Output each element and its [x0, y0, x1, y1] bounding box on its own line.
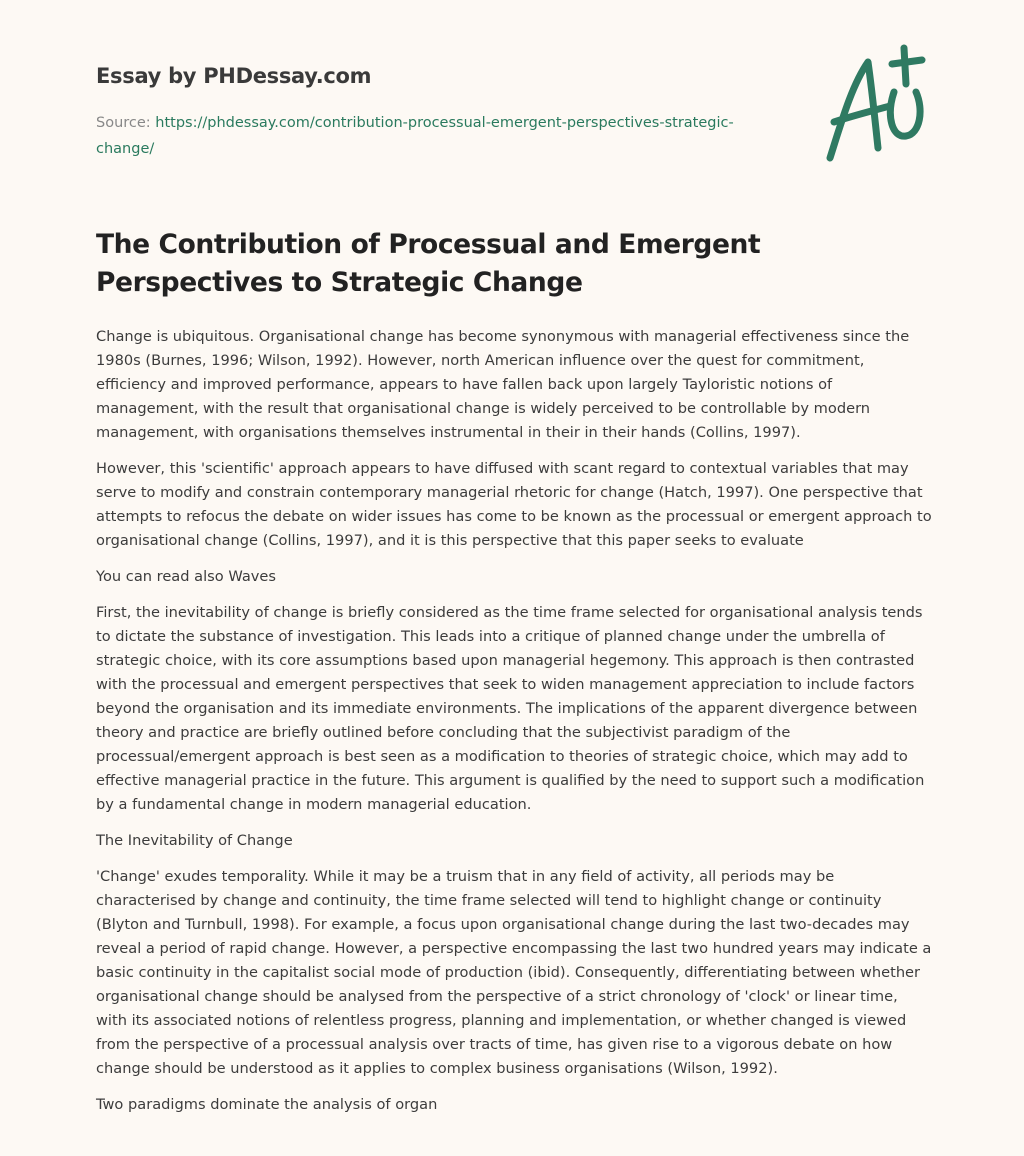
a-plus-logo-icon — [820, 40, 930, 165]
site-title: Essay by PHDessay.com — [96, 64, 372, 88]
read-also-link[interactable]: You can read also Waves — [96, 568, 276, 585]
source-line — [96, 110, 776, 162]
article-body — [96, 325, 932, 1129]
paragraph: First, the inevitability of change is briefly considered as the time frame selected for organisational analysis tends to dictate the substance of investigation. This leads into a critique of planned change under the umbrella of strategic choice, with its core assumptions based upon managerial hegemony. This approach is then contrasted with the processual and emergent perspectives that seek to widen management appreciation to include factors beyond the organisation and its immediate environments. The implications of the apparent divergence between theory and practice are briefly outlined before concluding that the subjectivist paradigm of the processual/emergent approach is best seen as a modification to theories of strategic choice, which may add to effective managerial practice in the future. This argument is qualified by the need to support such a modification by a fundamental change in modern managerial education. — [96, 604, 925, 813]
source-link[interactable]: https://phdessay.com/contribution-processual-emergent-perspectives-strategic-change/ — [96, 115, 734, 157]
paragraph: Change is ubiquitous. Organisational change has become synonymous with managerial effectiveness since the 1980s (Burnes, 1996; Wilson, 1992). However, north American influence over the quest for commitment, efficiency and improved performance, appears to have fallen back upon largely Tayloristic notions of management, with the result that organisational change is widely perceived to be controllable by modern management, with organisations themselves instrumental in their in their hands (Collins, 1997). — [96, 328, 910, 441]
paragraph: However, this 'scientific' approach appears to have diffused with scant regard to contextual variables that may serve to modify and constrain contemporary managerial rhetoric for change (Hatch, 1997). One perspective that attempts to refocus the debate on wider issues has come to be known as the processual or emergent approach to organisational change (Collins, 1997), and it is this perspective that this paper seeks to evaluate — [96, 460, 932, 549]
paragraph: Two paradigms dominate the analysis of organ — [96, 1096, 438, 1113]
article-title: The Contribution of Processual and Emergent Perspectives to Strategic Change — [96, 229, 761, 298]
source-label: Source: — [96, 115, 151, 131]
paragraph: 'Change' exudes temporality. While it may be a truism that in any field of activity, all periods may be characterised by change and continuity, the time frame selected will tend to highlight change or continuity (Blyton and Turnbull, 1998). For example, a focus upon organisational change during the last two-decades may reveal a period of rapid change. However, a perspective encompassing the last two hundred years may indicate a basic continuity in the capitalist social mode of production (ibid). Consequently, differentiating between whether organisational change should be analysed from the perspective of a strict chronology of 'clock' or linear time, with its associated notions of relentless progress, planning and implementation, or whether changed is viewed from the perspective of a processual analysis over tracts of time, has given rise to a vigorous debate on how change should be understood as it applies to complex business organisations (Wilson, 1992). — [96, 868, 932, 1077]
section-heading: The Inevitability of Change — [96, 832, 293, 849]
